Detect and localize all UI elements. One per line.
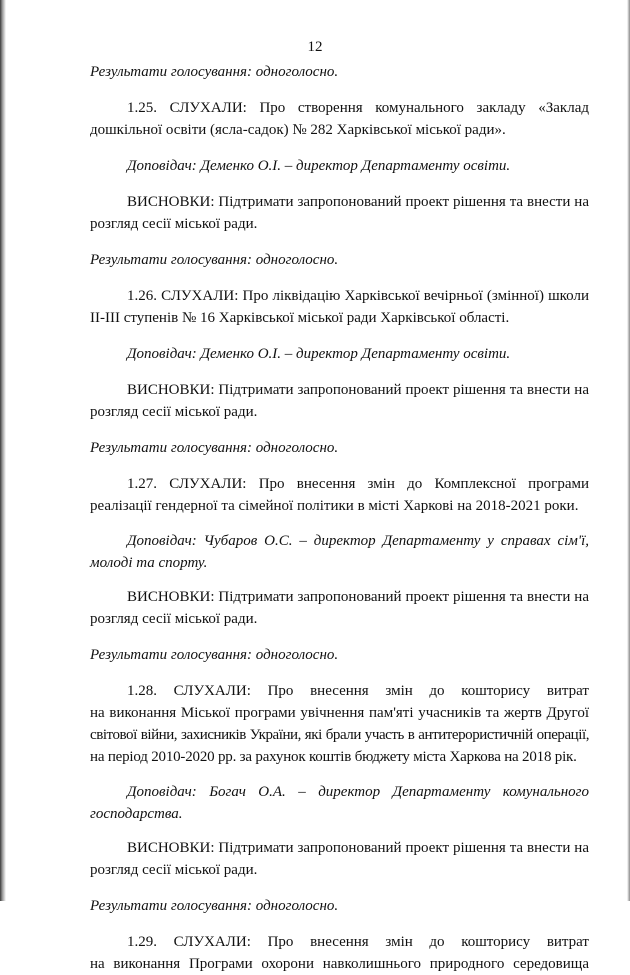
item-1-27-heard <box>90 473 589 517</box>
heard-line: 1.28. СЛУХАЛИ: Про внесення змін до кошторису витрат <box>127 683 589 699</box>
heard-line: на виконання Міської програми увічнення пам'яті учасників та жертв Другої <box>90 705 589 721</box>
heard-line: 1.25. СЛУХАЛИ: Про створення комунального закладу «Заклад <box>127 100 589 116</box>
conclusion-line: розгляд сесії міської ради. <box>90 862 258 878</box>
conclusion-line: ВИСНОВКИ: Підтримати запропонований проект рішення та внести на <box>127 194 589 210</box>
conclusion <box>90 191 589 235</box>
speaker <box>90 781 589 825</box>
page-number: 12 <box>307 39 323 55</box>
item-1-26-heard <box>90 285 589 329</box>
speaker-line: Доповідач: Богач О.А. – директор Департаменту комунального <box>127 784 589 800</box>
document-body <box>90 61 589 975</box>
conclusion-line: розгляд сесії міської ради. <box>90 404 258 420</box>
conclusion-line: розгляд сесії міської ради. <box>90 611 258 627</box>
heard-line: 1.27. СЛУХАЛИ: Про внесення змін до Комплексної програми <box>127 476 589 492</box>
voting-result: Результати голосування: одноголосно. <box>90 440 339 456</box>
heard-line: дошкільної освіти (ясла-садок) № 282 Харківської міської ради». <box>90 122 506 138</box>
speaker <box>90 530 589 574</box>
conclusion-line: ВИСНОВКИ: Підтримати запропонований проект рішення та внести на <box>127 589 589 605</box>
conclusion-line: ВИСНОВКИ: Підтримати запропонований проект рішення та внести на <box>127 840 589 856</box>
speaker-line: Доповідач: Деменко О.І. – директор Департаменту освіти. <box>127 158 511 174</box>
speaker-line: Доповідач: Чубаров О.С. – директор Департаменту у справах сім'ї, <box>127 533 589 549</box>
speaker-line: молоді та спорту. <box>90 555 208 571</box>
heard-line: світової війни, захисників України, які брали участь в антитерористичній операції, <box>90 727 589 743</box>
heard-line: 1.26. СЛУХАЛИ: Про ліквідацію Харківської вечірньої (змінної) школи <box>127 288 589 304</box>
voting-result: Результати голосування: одноголосно. <box>90 898 339 914</box>
heard-line: на період 2010-2020 рр. за рахунок коштів бюджету міста Харкова на 2018 рік. <box>90 749 577 765</box>
heard-line: на виконання Програми охорони навколишнього природного середовища <box>90 956 589 972</box>
conclusion-line: ВИСНОВКИ: Підтримати запропонований проект рішення та внести на <box>127 382 589 398</box>
conclusion-line: розгляд сесії міської ради. <box>90 216 258 232</box>
heard-line: ІІ-ІІІ ступенів № 16 Харківської міської ради Харківської області. <box>90 310 510 326</box>
item-1-25-heard <box>90 97 589 141</box>
speaker-line: Доповідач: Деменко О.І. – директор Департаменту освіти. <box>127 346 511 362</box>
conclusion <box>90 586 589 630</box>
scan-left-edge <box>0 0 6 901</box>
voting-result: Результати голосування: одноголосно. <box>90 647 339 663</box>
speaker-line: господарства. <box>90 806 183 822</box>
heard-line: реалізації гендерної та сімейної політики в місті Харкові на 2018-2021 роки. <box>90 498 579 514</box>
voting-result: Результати голосування: одноголосно. <box>90 252 339 268</box>
heard-line: 1.29. СЛУХАЛИ: Про внесення змін до кошторису витрат <box>127 934 589 950</box>
item-1-28-heard <box>90 680 589 768</box>
conclusion <box>90 379 589 423</box>
item-1-29-heard <box>90 931 589 975</box>
voting-result: Результати голосування: одноголосно. <box>90 64 339 80</box>
conclusion <box>90 837 589 881</box>
